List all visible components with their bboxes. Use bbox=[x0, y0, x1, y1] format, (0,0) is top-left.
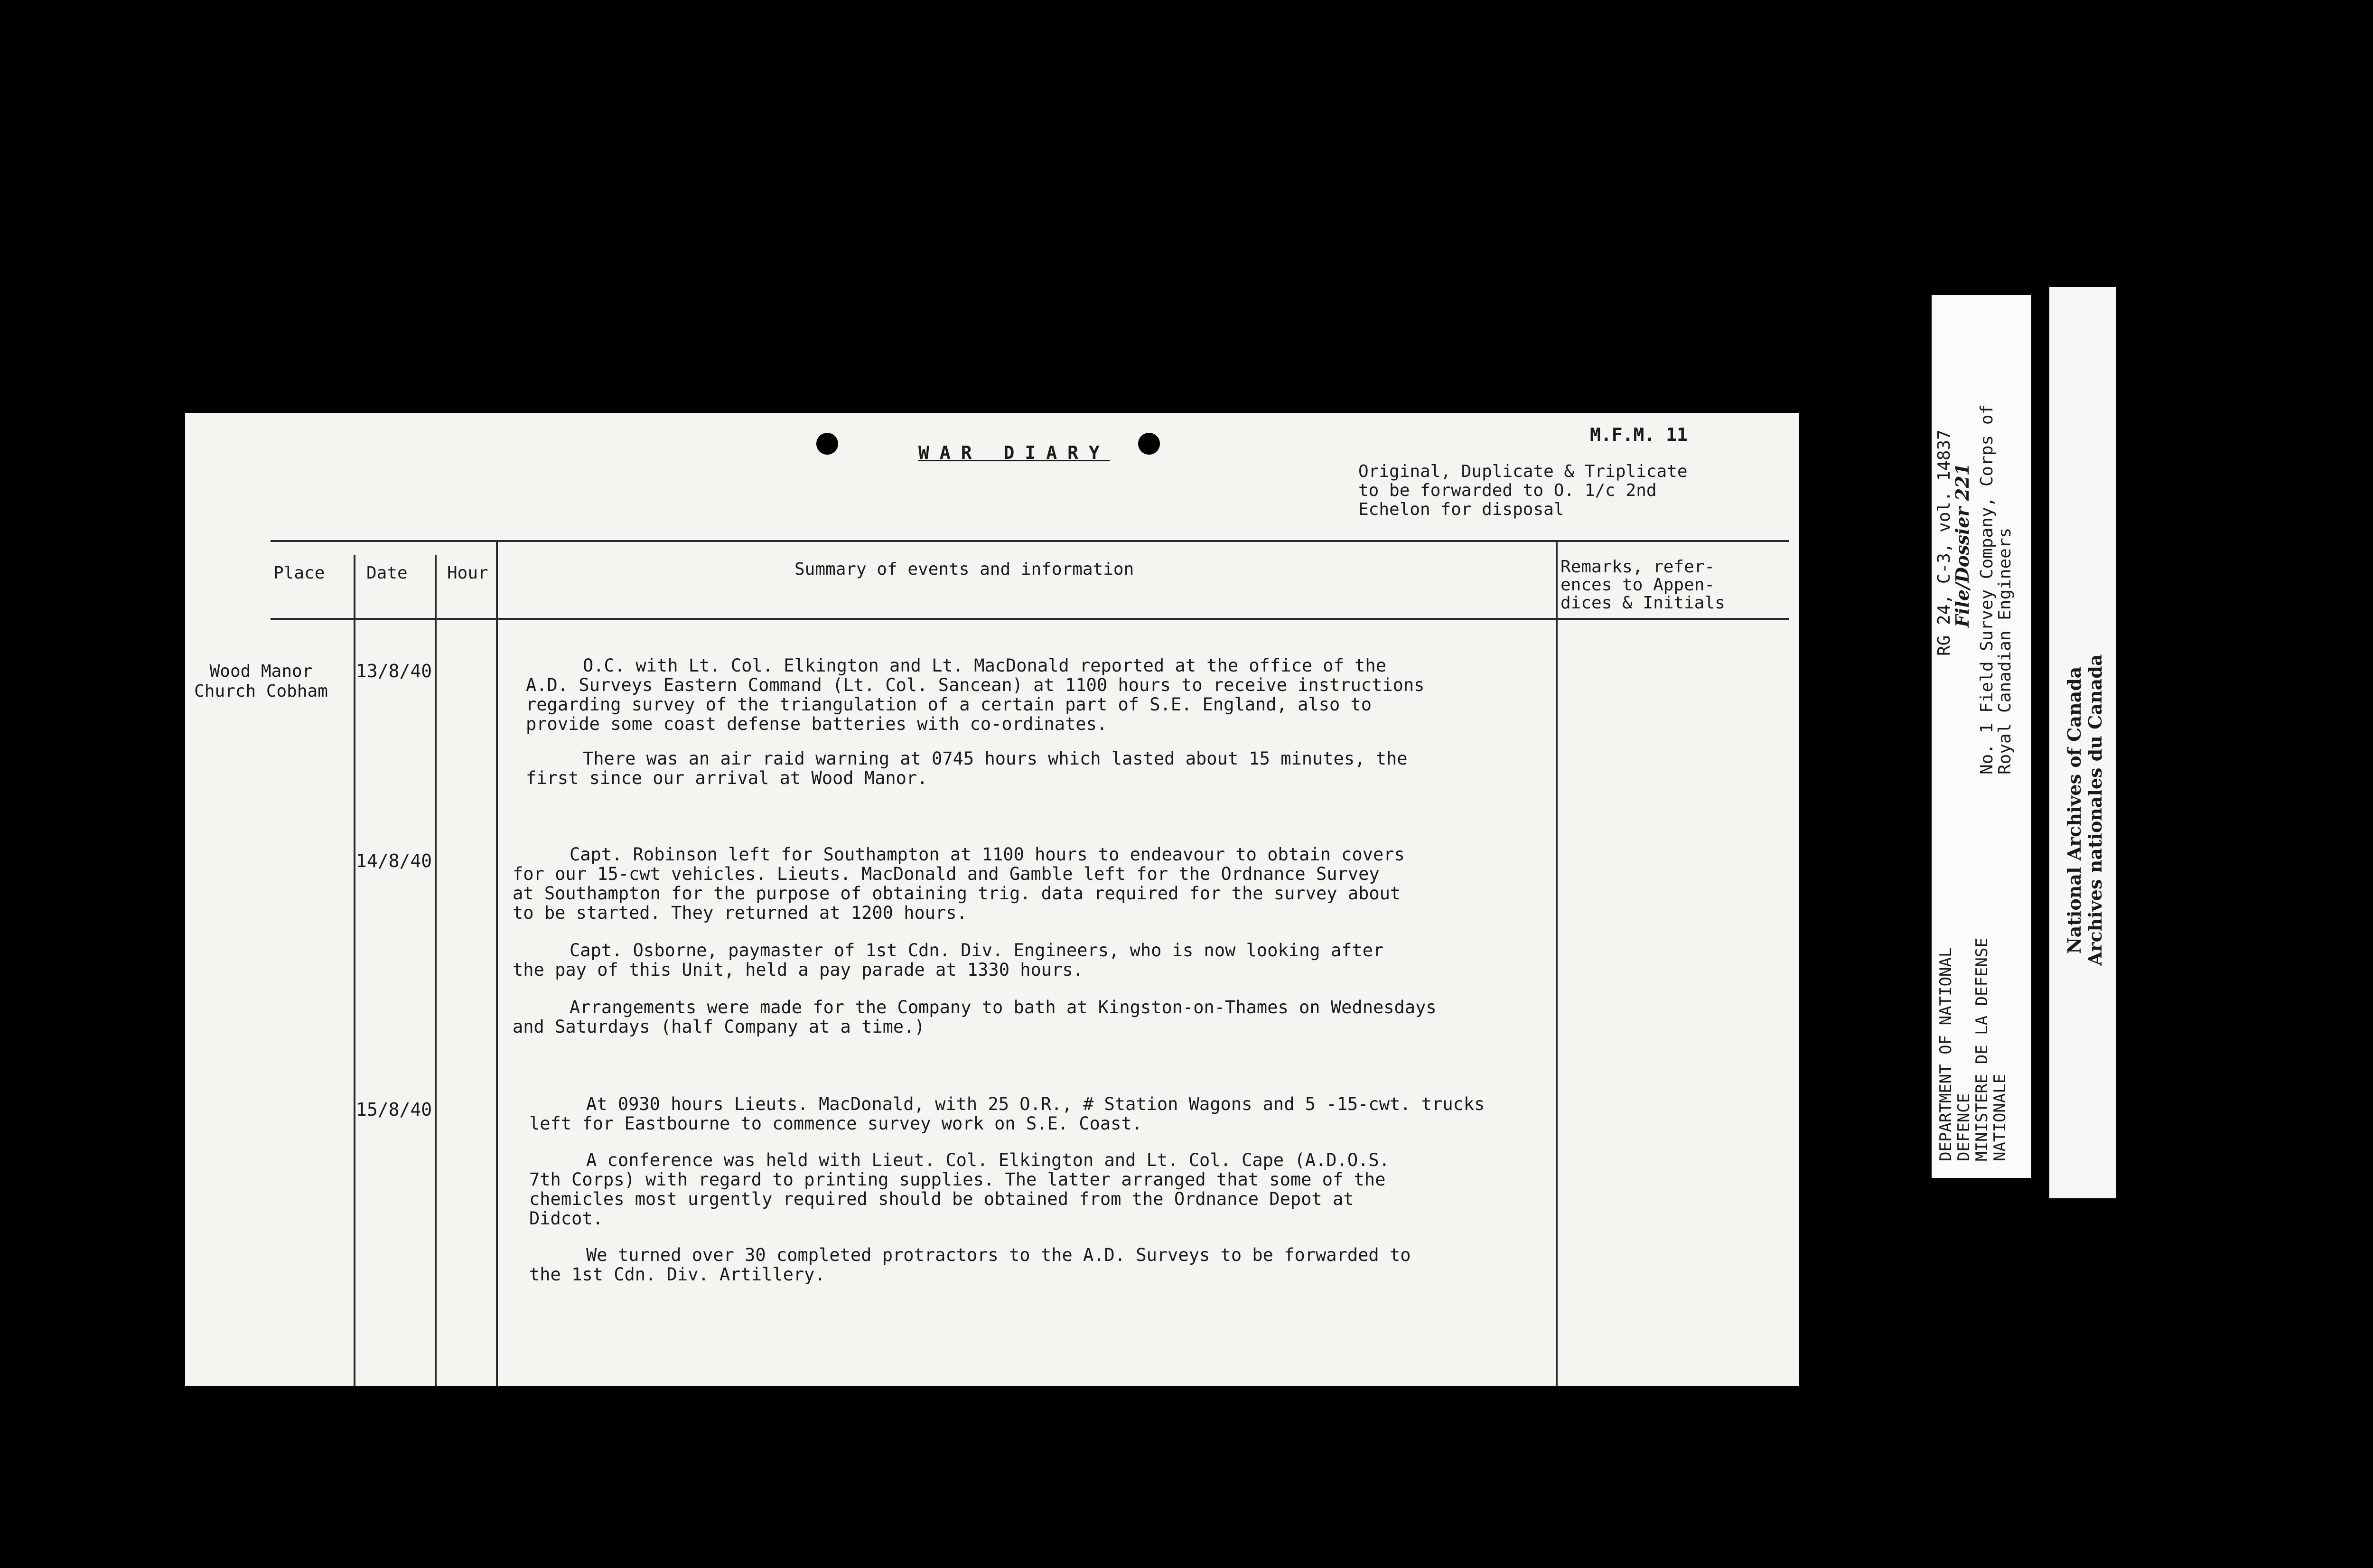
diary-title: WAR DIARY bbox=[918, 442, 1110, 463]
date-column-rule bbox=[354, 555, 355, 1386]
header-place: Place bbox=[273, 563, 325, 583]
archive-stamp-en: National Archives of Canada bbox=[2064, 666, 2085, 954]
archive-dept-line2: DEFENCE bbox=[1954, 1093, 1973, 1161]
archive-stamp-fr: Archives nationales du Canada bbox=[2084, 654, 2106, 966]
place-cell: Wood Manor Church Cobham bbox=[194, 662, 328, 701]
archive-reference: RG 24, C-3, vol. 14837 bbox=[1934, 429, 1954, 656]
war-diary-sheet bbox=[185, 413, 1799, 1386]
header-remarks: Remarks, refer- ences to Appen- dices & Initials bbox=[1560, 557, 1725, 613]
entry-paragraph: O.C. with Lt. Col. Elkington and Lt. MacDonald reported at the office of the A.D. Surveys Eastern Command (Lt. Col. Sancean) at 1100 hours to receive instructions regarding survey of the triangulation of a certain part of S.E. England, also to provide some coast defense batteries with co-ordinates. bbox=[526, 655, 1425, 734]
archive-stamp-strip bbox=[2049, 287, 2116, 1198]
entry-paragraph: At 0930 hours Lieuts. MacDonald, with 25 O.R., # Station Wagons and 5 -15-cwt. trucks left for Eastbourne to commence survey work on S.E. Coast. bbox=[529, 1094, 1485, 1134]
archive-unit-line2: Royal Canadian Engineers bbox=[1995, 527, 2015, 775]
hour-column-rule bbox=[435, 555, 437, 1386]
archive-label-strip bbox=[1932, 295, 2031, 1178]
archive-dept-line4: NATIONALE bbox=[1990, 1073, 2009, 1161]
header-date: Date bbox=[366, 563, 408, 583]
entry-paragraph: There was an air raid warning at 0745 hours which lasted about 15 minutes, the first since our arrival at Wood Manor. bbox=[526, 748, 1408, 788]
punch-hole-left bbox=[816, 433, 838, 455]
archive-unit-line1: No. 1 Field Survey Company, Corps of bbox=[1977, 404, 1997, 775]
entry-date: 14/8/40 bbox=[356, 850, 432, 871]
forwarding-note: Original, Duplicate & Triplicate to be forwarded to O. 1/c 2nd Echelon for disposal bbox=[1358, 462, 1688, 519]
entry-date: 13/8/40 bbox=[356, 661, 432, 681]
entry-date: 15/8/40 bbox=[356, 1099, 432, 1120]
archive-handwritten-file: File/Dossier 221 bbox=[1952, 463, 1973, 627]
archive-dept-line1: DEPARTMENT OF NATIONAL bbox=[1936, 947, 1955, 1161]
entry-paragraph: Capt. Robinson left for Southampton at 1100 hours to endeavour to obtain covers for our 15-cwt vehicles. Lieuts. MacDonald and Gamble left for the Ordnance Survey at Southampton for the purpose of obtaining trig. data required for the survey about to be started. They returned at 1200 hours. bbox=[513, 844, 1405, 923]
entry-paragraph: A conference was held with Lieut. Col. Elkington and Lt. Col. Cape (A.D.O.S. 7th Corps) with regard to printing supplies. The latter arranged that some of the chemicles most urgently required should be obtained from the Ordnance Depot at Didcot. bbox=[529, 1150, 1390, 1229]
entry-paragraph: Capt. Osborne, paymaster of 1st Cdn. Div. Engineers, who is now looking after the pay of this Unit, held a pay parade at 1330 hours. bbox=[513, 940, 1384, 980]
header-hour: Hour bbox=[447, 563, 488, 583]
archive-dept-line3: MINISTERE DE LA DEFENSE bbox=[1972, 938, 1991, 1161]
form-number: M.F.M. 11 bbox=[1590, 424, 1688, 445]
entry-paragraph: We turned over 30 completed protractors to the A.D. Surveys to be forwarded to the 1st Cdn. Div. Artillery. bbox=[529, 1245, 1411, 1285]
header-summary: Summary of events and information bbox=[794, 560, 1134, 579]
entry-paragraph: Arrangements were made for the Company to bath at Kingston-on-Thames on Wednesdays and Saturdays (half Company at a time.) bbox=[513, 997, 1437, 1037]
summary-column-rule bbox=[496, 540, 498, 1386]
header-bottom-rule bbox=[271, 618, 1789, 620]
punch-hole-right bbox=[1138, 433, 1160, 455]
header-top-rule bbox=[271, 540, 1789, 542]
